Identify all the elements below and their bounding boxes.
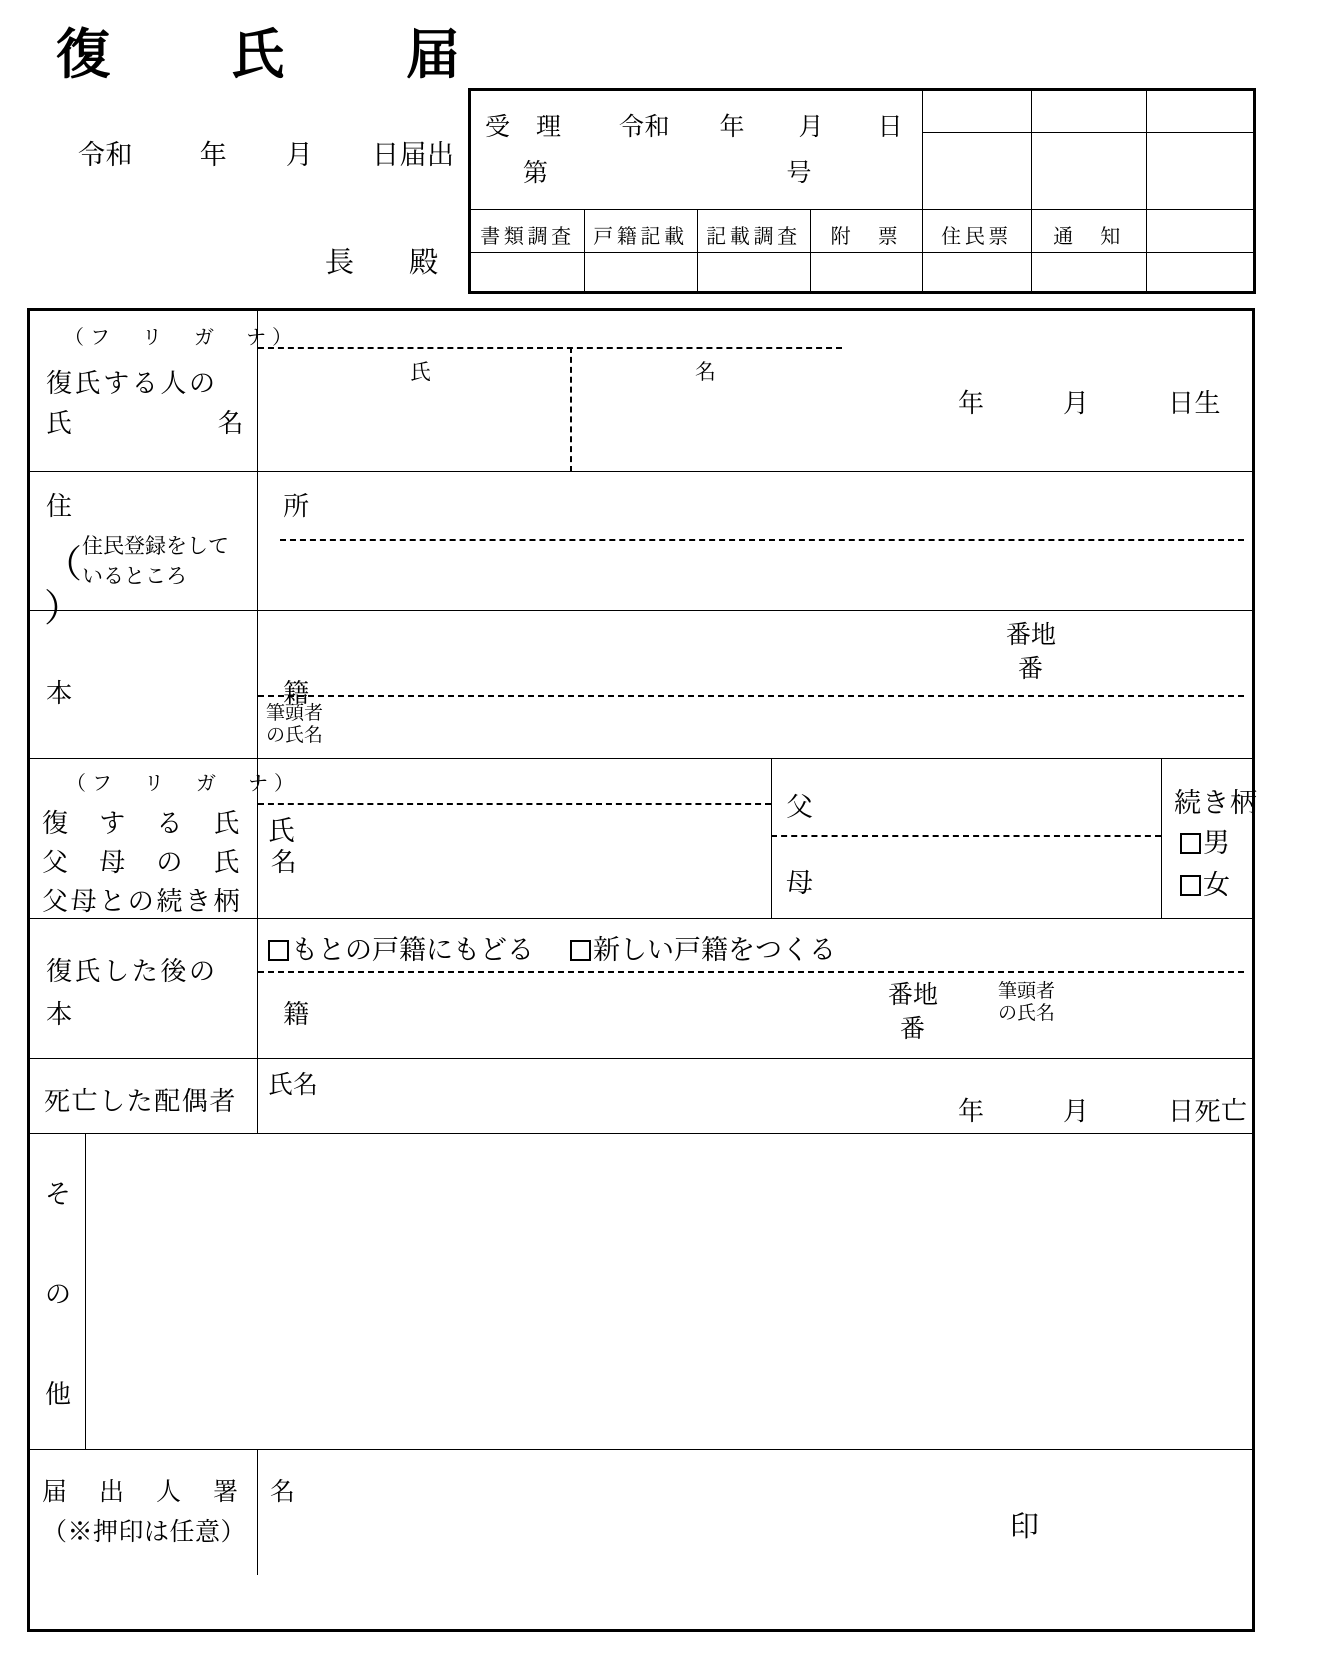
field-new-honseki[interactable] (258, 919, 1252, 1058)
new-honseki-head-line2: の氏名 (998, 1003, 1056, 1025)
submission-year: 年 (199, 140, 228, 170)
relation-male-label: 男 (1203, 828, 1230, 858)
address-sub-line1: 住民登録をして (82, 534, 230, 558)
new-honseki-label-line1: 復氏した後の (46, 957, 218, 986)
relation-female-option[interactable] (1180, 863, 1230, 902)
receipt-number-line (523, 153, 812, 189)
death-year-marker: 年 (958, 1097, 985, 1126)
receipt-divider (1031, 91, 1032, 209)
row-label-parents (30, 759, 300, 918)
honseki-label: 本 籍 (46, 679, 323, 708)
submission-month: 月 (285, 140, 314, 170)
address-label: 住 所 (46, 492, 323, 521)
addressee-line: 長 殿 (325, 247, 452, 279)
deceased-name-marker: 氏名 (268, 1072, 319, 1099)
relation-divider (1161, 759, 1162, 919)
receipt-accept-month: 月 (798, 114, 825, 141)
receipt-divider (922, 91, 923, 209)
field-deceased-spouse[interactable] (258, 1059, 1252, 1133)
receipt-accept-line (485, 107, 903, 143)
submission-day: 日届出 (371, 140, 455, 170)
father-marker: 父 (786, 792, 813, 822)
option-return-original-koseki[interactable] (268, 928, 534, 967)
relation-female-label: 女 (1203, 870, 1230, 900)
receipt-col-shorui-chosa: 書類調査 (480, 226, 575, 248)
birth-year-marker: 年 (958, 389, 985, 418)
surname-marker: 氏 (410, 360, 431, 384)
honseki-head-line1: 筆頭者 (266, 703, 324, 724)
row-honseki (30, 611, 1252, 759)
death-day-marker: 日死亡 (1168, 1097, 1248, 1126)
parents-surname-dashed-line (258, 803, 771, 805)
field-address[interactable] (258, 472, 1252, 610)
receipt-divider (1146, 91, 1147, 209)
row-deceased-spouse (30, 1059, 1252, 1134)
givenname-marker: 名 (695, 360, 716, 384)
seal-mark-label: 印 (1010, 1511, 1040, 1543)
parents-divider (771, 759, 772, 919)
address-sub-paren-close: ） (44, 588, 83, 630)
receipt-col-tsuchi: 通 知 (1053, 226, 1124, 248)
receipt-number-prefix: 第 (523, 160, 549, 187)
option-new-label: 新しい戸籍をつくる (593, 935, 836, 965)
row-label-deceased-spouse (30, 1059, 258, 1133)
deceased-spouse-label: 死亡した配偶者 (44, 1087, 237, 1116)
row-label-signature (30, 1450, 299, 1575)
option-return-label: もとの戸籍にもどる (291, 935, 534, 965)
address-sub-paren-open: （ (44, 543, 83, 586)
submission-era: 令和 (78, 140, 134, 170)
death-month-marker: 月 (1063, 1097, 1090, 1126)
other-label-char-2: の (44, 1280, 71, 1309)
receipt-accept-era: 令和 (619, 114, 671, 141)
receipt-col-juminhyo: 住民票 (941, 226, 1012, 248)
row-address (30, 472, 1252, 630)
receipt-divider (922, 132, 1253, 133)
row-signature (30, 1450, 1252, 1575)
signature-label-line1: 届 出 人 署 名 (42, 1479, 299, 1506)
option-create-new-koseki[interactable] (570, 928, 836, 967)
applicant-name-label-line1: 復氏する人の (46, 369, 218, 398)
other-label-char-1: そ (44, 1180, 71, 1209)
page-title: 復 氏 届 (56, 25, 494, 85)
name-split-dashed-line (570, 347, 572, 472)
field-honseki[interactable] (258, 611, 1252, 758)
field-signature[interactable] (258, 1450, 1252, 1575)
field-parents[interactable] (258, 759, 1259, 918)
furigana-dashed-line (258, 347, 842, 349)
parents-label-line3: 父母との続き柄 (42, 887, 243, 916)
main-form-table (27, 308, 1259, 1632)
relation-label: 続き柄 (1174, 788, 1259, 818)
receipt-accept-label: 受 理 (485, 114, 562, 141)
honseki-head-label (266, 703, 323, 748)
applicant-furigana-label: （フ リ ガ ナ） (64, 327, 298, 349)
parents-label-line1: 復 す る 氏 (42, 809, 243, 838)
receipt-accept-year: 年 (719, 114, 746, 141)
receipt-divider (471, 209, 1253, 210)
option-return-checkbox[interactable] (268, 940, 289, 961)
row-new-honseki (30, 919, 1252, 1059)
honseki-dashed-line (258, 695, 1244, 697)
row-label-address (30, 472, 323, 630)
signature-label-line2: （※押印は任意） (42, 1519, 247, 1546)
new-honseki-head-line1: 筆頭者 (998, 981, 1056, 1002)
birth-month-marker: 月 (1063, 389, 1090, 418)
father-mother-dashed-line (771, 835, 1161, 837)
parents-furigana-label: （フ リ ガ ナ） (66, 773, 300, 795)
option-new-checkbox[interactable] (570, 940, 591, 961)
honseki-ban-label: 番 (1018, 656, 1044, 683)
field-other-notes[interactable] (86, 1134, 1252, 1449)
address-sub-label (44, 530, 245, 630)
receipt-box (468, 88, 1256, 294)
parents-surname-marker: 氏 (268, 816, 295, 846)
row-parents (30, 759, 1259, 919)
receipt-divider (1146, 209, 1147, 294)
submission-date-line (78, 133, 455, 172)
row-applicant-name (30, 311, 1252, 472)
applicant-name-label-line2: 氏 名 (46, 409, 247, 438)
parents-label-line2: 父 母 の 氏 名 (42, 848, 300, 877)
new-honseki-ban-label: 番 (900, 1016, 926, 1043)
relation-female-checkbox[interactable] (1180, 875, 1201, 896)
new-honseki-head-label (998, 981, 1055, 1026)
row-other (30, 1134, 1252, 1450)
new-honseki-banchi-label: 番地 (888, 982, 939, 1009)
receipt-col-kisai-chosa: 記載調査 (706, 226, 801, 248)
receipt-number-suffix: 号 (786, 160, 812, 187)
receipt-divider (471, 252, 1253, 253)
new-honseki-label-line2: 本 籍 (46, 1000, 323, 1029)
receipt-col-fuhyo: 附 票 (830, 226, 902, 248)
honseki-head-line2: の氏名 (266, 725, 324, 747)
relation-male-option[interactable] (1180, 821, 1230, 860)
new-honseki-dashed-line (258, 971, 1244, 973)
birth-day-marker: 日生 (1168, 389, 1222, 418)
address-sub-line2: いるところ (82, 564, 188, 588)
other-label-char-3: 他 (44, 1380, 71, 1409)
row-label-applicant-name (30, 311, 298, 471)
receipt-col-koseki-kisai: 戸籍記載 (593, 226, 688, 248)
field-applicant-name[interactable] (258, 311, 1252, 471)
mother-marker: 母 (786, 868, 813, 898)
receipt-accept-day: 日 (877, 114, 904, 141)
address-dashed-line (280, 539, 1244, 541)
row-label-new-honseki (30, 919, 323, 1058)
row-label-other (30, 1134, 86, 1449)
relation-male-checkbox[interactable] (1180, 833, 1201, 854)
honseki-banchi-label: 番地 (1006, 622, 1057, 649)
